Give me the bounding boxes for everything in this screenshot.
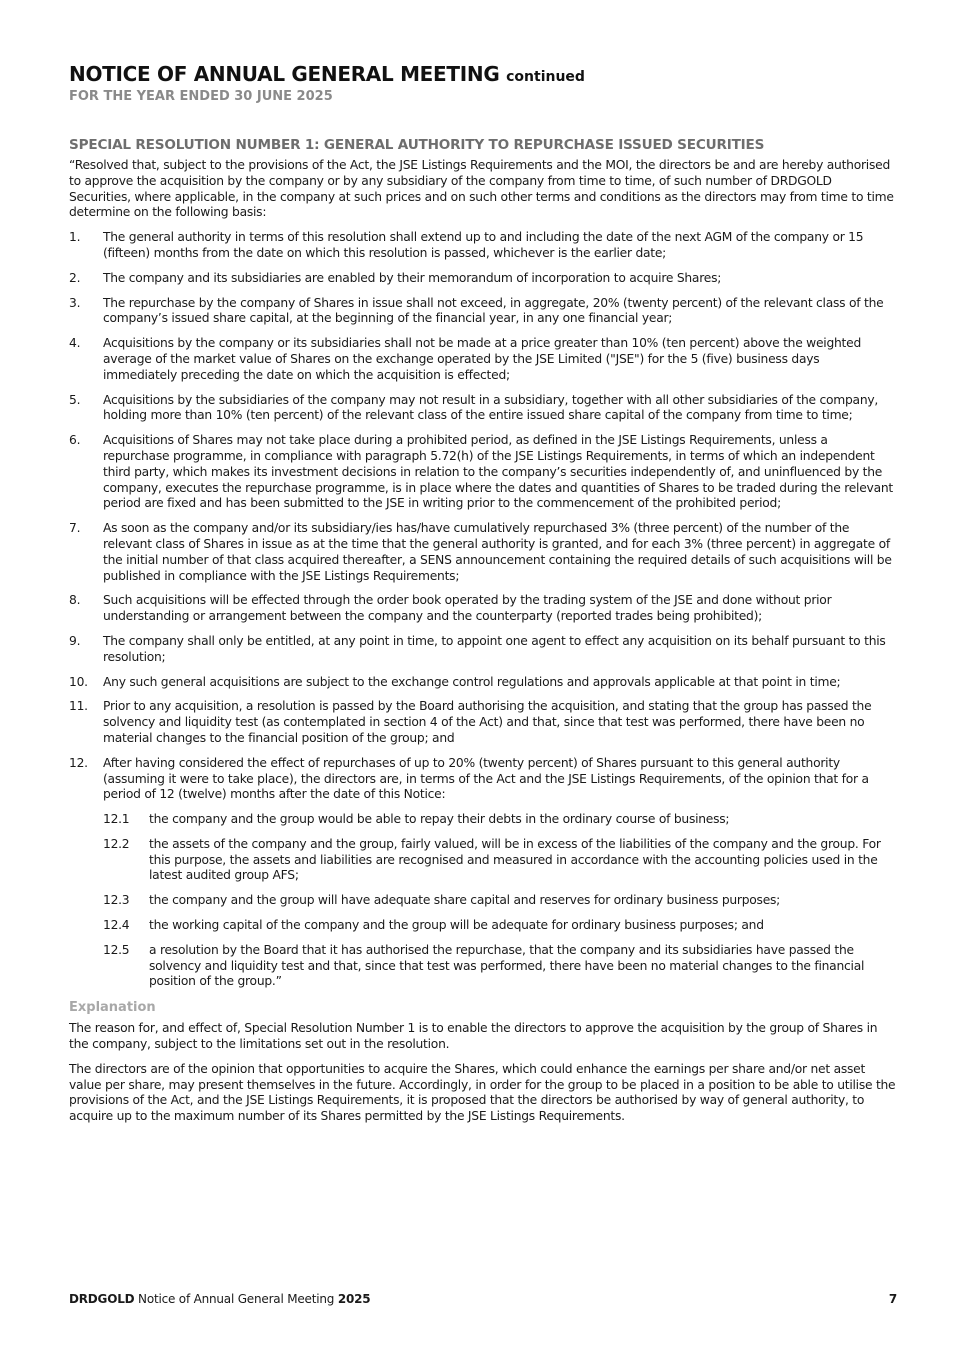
list-item (69, 756, 897, 991)
footer-year: 2025 (337, 1292, 371, 1306)
footer-document-label (69, 1292, 370, 1306)
list-item (69, 699, 897, 746)
sub-list-item-number: 12.4 (103, 918, 130, 933)
list-item-text: Any such general acquisitions are subject to the exchange control regulations and approvals applicable at that point in time; (103, 674, 841, 689)
sub-list-item-text: the working capital of the company and the group will be adequate for ordinary business purposes; and (149, 918, 764, 933)
list-item (69, 634, 897, 666)
sub-list-item (103, 918, 897, 934)
page-footer (69, 1291, 897, 1307)
footer-brand: DRDGOLD (69, 1292, 135, 1306)
sub-list-item-number: 12.5 (103, 942, 130, 957)
list-item-number: 5. (69, 392, 81, 407)
document-page (69, 62, 897, 1134)
sub-list-item (103, 943, 897, 990)
list-item (69, 296, 897, 328)
section-heading: SPECIAL RESOLUTION NUMBER 1: GENERAL AUTHORITY TO REPURCHASE ISSUED SECURITIES (69, 137, 765, 153)
list-item-number: 10. (69, 674, 88, 689)
list-item-number: 6. (69, 433, 81, 448)
list-item (69, 336, 897, 383)
list-item-number: 12. (69, 755, 88, 770)
list-item-number: 9. (69, 633, 81, 648)
list-item-text: Acquisitions by the subsidiaries of the company may not result in a subsidiary, together with all other subsidiaries of the company, holding more than 10% (ten percent) of the relevant class of the entire issued share capital of the company from time to time; (103, 392, 879, 423)
sub-list-item-text: a resolution by the Board that it has authorised the repurchase, that the company and its subsidiaries have passed the solvency and liquidity test and that, since that test was performed, there have been no material changes to the financial position of the group.” (149, 942, 865, 989)
list-item (69, 271, 897, 287)
page-subtitle: FOR THE YEAR ENDED 30 JUNE 2025 (69, 89, 333, 104)
explanation-heading: Explanation (69, 1000, 156, 1016)
list-item-number: 4. (69, 336, 81, 351)
list-item-number: 2. (69, 270, 81, 285)
footer-doc-name: Notice of Annual General Meeting (138, 1292, 335, 1306)
resolution-intro: “Resolved that, subject to the provisions of the Act, the JSE Listings Requirements and the MOI, the directors be and are hereby authorised to approve the acquisition by the company or by any subsidiary of the company from time to time, of such number of DRDGOLD Securities, where applicable, in the company at such prices and on such other terms and conditions as the directors may from time to time determine on the following basis: (69, 158, 894, 220)
sub-list-item (103, 893, 897, 909)
sub-list-item-number: 12.3 (103, 893, 130, 908)
list-item-text: Such acquisitions will be effected through the order book operated by the trading system of the JSE and done without prior understanding or arrangement between the company and the counterparty (reported trades being prohibited); (103, 593, 832, 624)
title-continued: continued (506, 69, 585, 85)
list-item-text: After having considered the effect of repurchases of up to 20% (twenty percent) of Shares pursuant to this general authority (assuming it were to take place), the directors are, in terms of the Act and the JSE Listings Requirements, of the opinion that for a period of 12 (twelve) months after the date of this Notice: (103, 755, 869, 802)
page-title-text: NOTICE OF ANNUAL GENERAL MEETING (69, 62, 500, 86)
explanation-paragraph: The reason for, and effect of, Special Resolution Number 1 is to enable the directors to approve the acquisition by the group of Shares in the company, subject to the limitations set out in the resolution. (69, 1021, 878, 1052)
list-item-text: The general authority in terms of this resolution shall extend up to and including the date of the next AGM of the company or 15 (fifteen) months from the date on which this resolution is passed, whichever is the earlier date; (103, 230, 864, 260)
list-item-number: 3. (69, 295, 81, 310)
list-item (69, 675, 897, 691)
page-number: 7 (888, 1292, 897, 1306)
list-item (69, 433, 897, 512)
sub-list-item-number: 12.2 (103, 836, 130, 851)
list-item-text: As soon as the company and/or its subsidiary/ies has/have cumulatively repurchased 3% (three percent) of the number of the relevant class of Shares in issue as at the time that the general authority is granted, and for each 3% (three percent) in aggregate of the initial number of that class acquired thereafter, a SENS announcement containing the required details of such acquisitions will be published in compliance with the JSE Listings Requirements; (103, 521, 892, 583)
sub-list-item-text: the company and the group will have adequate share capital and reserves for ordinary business purposes; (149, 893, 781, 908)
list-item (69, 593, 897, 625)
list-item-number: 11. (69, 699, 88, 714)
list-item-number: 8. (69, 593, 81, 608)
sub-list-item-text: the assets of the company and the group, fairly valued, will be in excess of the liabilities of the company and the group. For this purpose, the assets and liabilities are recognised and measured in accordance with the accounting policies used in the latest audited group AFS; (149, 836, 881, 883)
sub-list-item-number: 12.1 (103, 812, 130, 827)
list-item-number: 1. (69, 230, 81, 245)
resolution-conditions-list (69, 230, 897, 990)
list-item-text: Acquisitions of Shares may not take place during a prohibited period, as defined in the JSE Listings Requirements, unless a repurchase programme, in compliance with paragraph 5.72(h) of the JSE Listings Requirements, in terms of which an independent third party, which makes its investment decisions in relation to the company’s securities independently of, and uninfluenced by the company, executes the repurchase programme, is in place where the dates and quantities of Shares to be traded during the relevant period are fixed and has been submitted to the JSE in writing prior to the commencement of the prohibited period; (103, 433, 893, 511)
list-item (69, 393, 897, 425)
list-item (69, 230, 897, 262)
sub-list-item-text: the company and the group would be able to repay their debts in the ordinary course of business; (149, 812, 730, 827)
list-item-text: The company and its subsidiaries are enabled by their memorandum of incorporation to acquire Shares; (103, 270, 722, 285)
list-item-text: Prior to any acquisition, a resolution is passed by the Board authorising the acquisition, and stating that the group has passed the solvency and liquidity test (as contemplated in section 4 of the Act) and that, since that test was performed, there have been no material changes to the financial position of the group; and (103, 699, 872, 745)
solvency-opinion-sublist (103, 812, 897, 990)
sub-list-item (103, 812, 897, 828)
list-item-number: 7. (69, 521, 81, 536)
sub-list-item (103, 837, 897, 884)
page-title (69, 62, 897, 89)
explanation-paragraph: The directors are of the opinion that opportunities to acquire the Shares, which could enhance the earnings per share and/or net asset value per share, may present themselves in the future. Accordingly, in order for the group to be placed in a position to be able to utilise the provisions of the Act, and the JSE Listings Requirements, it is proposed that the directors be authorised by way of general authority, to acquire up to the maximum number of its Shares permitted by the JSE Listings Requirements. (69, 1061, 896, 1124)
list-item (69, 521, 897, 584)
list-item-text: The repurchase by the company of Shares in issue shall not exceed, in aggregate, 20% (twenty percent) of the relevant class of the company’s issued share capital, at the beginning of the financial year, in any one financial year; (103, 295, 884, 326)
list-item-text: The company shall only be entitled, at any point in time, to appoint one agent to effect any acquisition on its behalf pursuant to this resolution; (103, 633, 886, 664)
list-item-text: Acquisitions by the company or its subsidiaries shall not be made at a price greater than 10% (ten percent) above the weighted average of the market value of Shares on the exchange operated by the JSE Limited ("JSE") for the 5 (five) business days immediately preceding the date on which the acquisition is effected; (103, 336, 861, 382)
